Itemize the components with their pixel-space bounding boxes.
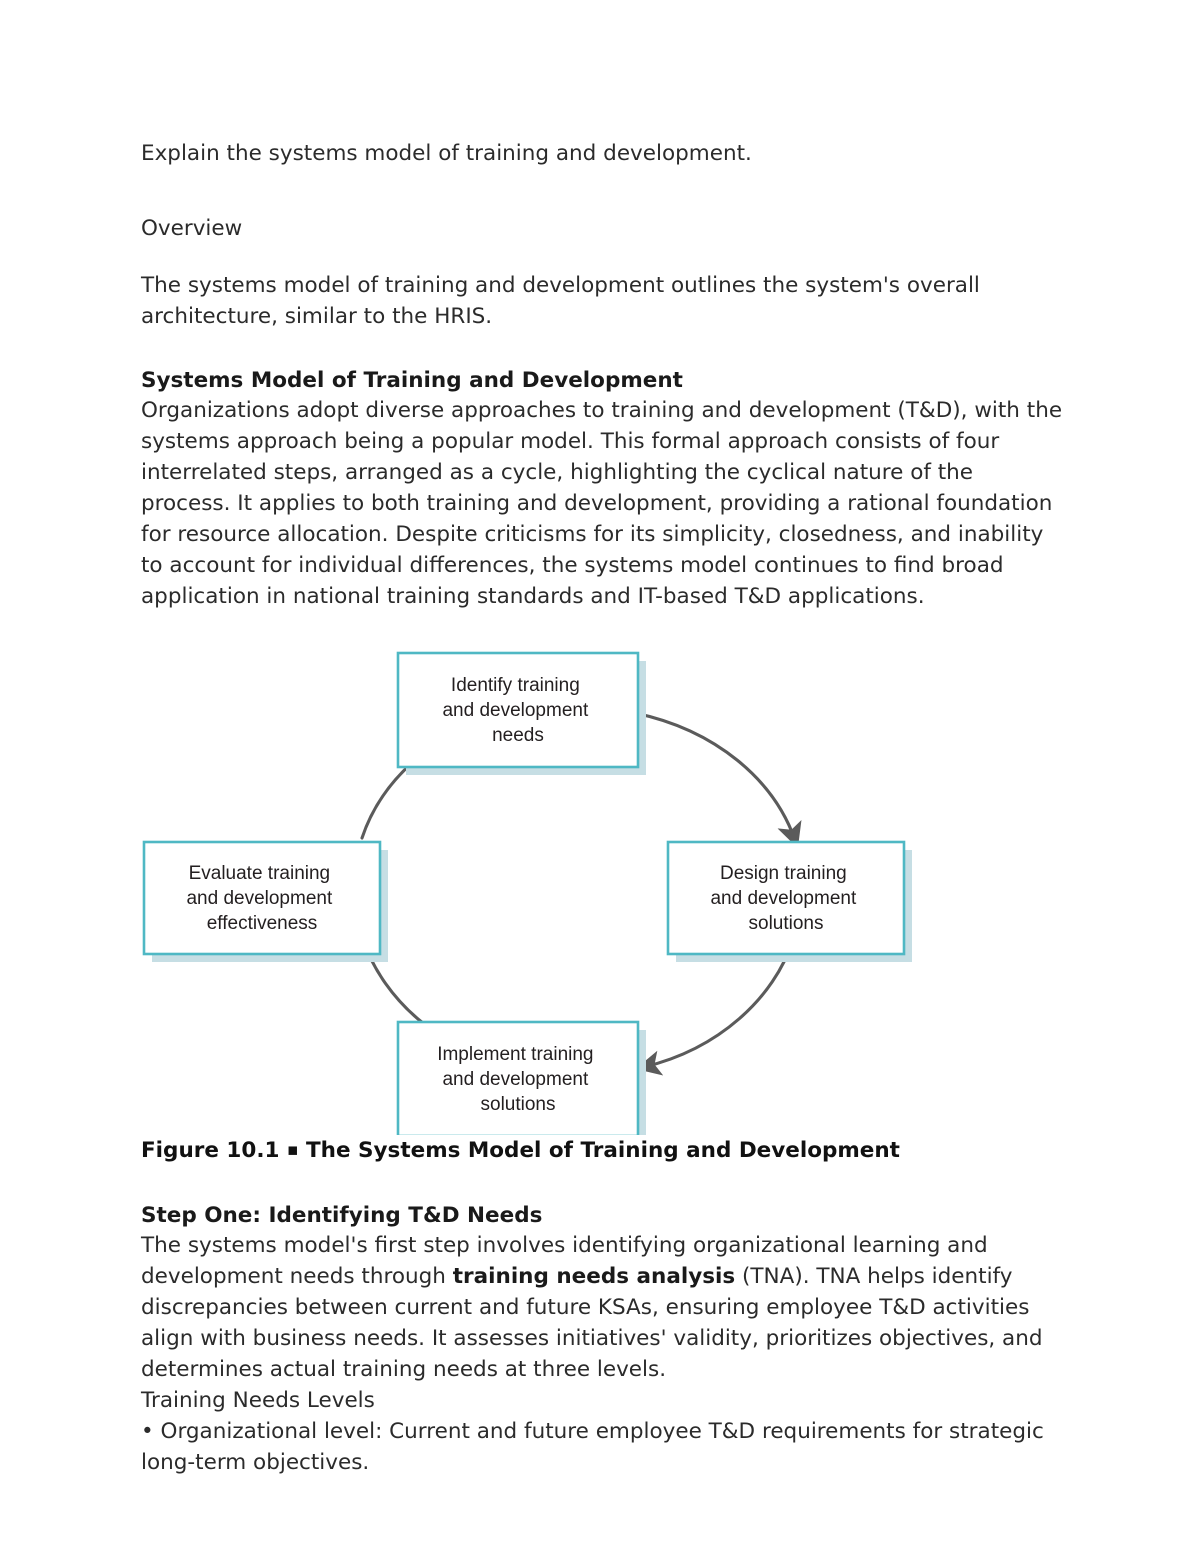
node-evaluate-line1: Evaluate training	[188, 862, 331, 884]
node-design[interactable]	[668, 842, 912, 962]
node-implement-line3: solutions	[480, 1093, 556, 1115]
node-implement-line1: Implement training	[437, 1043, 594, 1065]
node-implement[interactable]	[398, 1022, 646, 1135]
cycle-diagram	[141, 635, 1071, 1135]
node-identify-line1: Identify training	[450, 674, 580, 696]
node-design-line1: Design training	[719, 862, 847, 884]
node-evaluate-line2: and development	[186, 887, 333, 909]
step-one-heading: Step One: Identifying T&D Needs	[141, 1202, 543, 1228]
node-design-line2: and development	[710, 887, 857, 909]
node-identify-line2: and development	[442, 699, 589, 721]
arrow-identify-to-design	[635, 713, 795, 840]
systems-model-paragraph: Organizations adopt diverse approaches to training and development (T&D), with the systems approach being a popular model. This formal approach consists of four interrelated steps, arranged as a cycle, highlighting the cyclical nature of the process. It applies to both training and development, providing a rational foundation for resource allocation. Despite criticisms for its simplicity, closedness, and inability to account for individual differences, the systems model continues to find broad application in national training standards and IT-based T&D applications.	[141, 398, 1063, 609]
node-identify[interactable]	[398, 653, 646, 775]
node-evaluate-line3: effectiveness	[206, 912, 318, 934]
node-implement-line2: and development	[442, 1068, 589, 1090]
training-needs-levels-label: Training Needs Levels	[141, 1387, 375, 1413]
systems-model-figure	[141, 635, 1080, 1135]
overview-heading: Overview	[141, 216, 243, 242]
figure-bullet-icon: ▪	[286, 1139, 299, 1160]
step-one-text-before: The systems model's first step involves identifying organizational learning and development needs through	[141, 1232, 988, 1289]
figure-caption-title: The Systems Model of Training and Development	[306, 1137, 900, 1163]
svg-text:Evaluate training an	[186, 863, 337, 934]
overview-paragraph: The systems model of training and development outlines the system's overall architecture, similar to the HRIS.	[141, 272, 980, 329]
figure-number: Figure 10.1	[141, 1137, 280, 1163]
step-one-text-after: (TNA). TNA helps identify discrepancies between current and future KSAs, ensuring employee T&D activities align with business needs. It assesses initiatives' validity, prioritizes objectives, and determines actual training needs at three levels.	[141, 1263, 1043, 1382]
systems-model-heading: Systems Model of Training and Development	[141, 368, 683, 394]
page-title: Explain the systems model of training and development.	[141, 141, 752, 166]
node-evaluate[interactable]	[144, 842, 388, 962]
node-identify-line3: needs	[492, 724, 544, 746]
step-one-paragraph	[141, 1231, 1066, 1386]
figure-caption	[141, 1137, 1080, 1165]
node-design-line3: solutions	[748, 912, 824, 934]
training-needs-analysis-term: training needs analysis	[452, 1263, 736, 1289]
list-item: • Organizational level: Current and future employee T&D requirements for strategic long-term objectives.	[141, 1418, 1044, 1475]
